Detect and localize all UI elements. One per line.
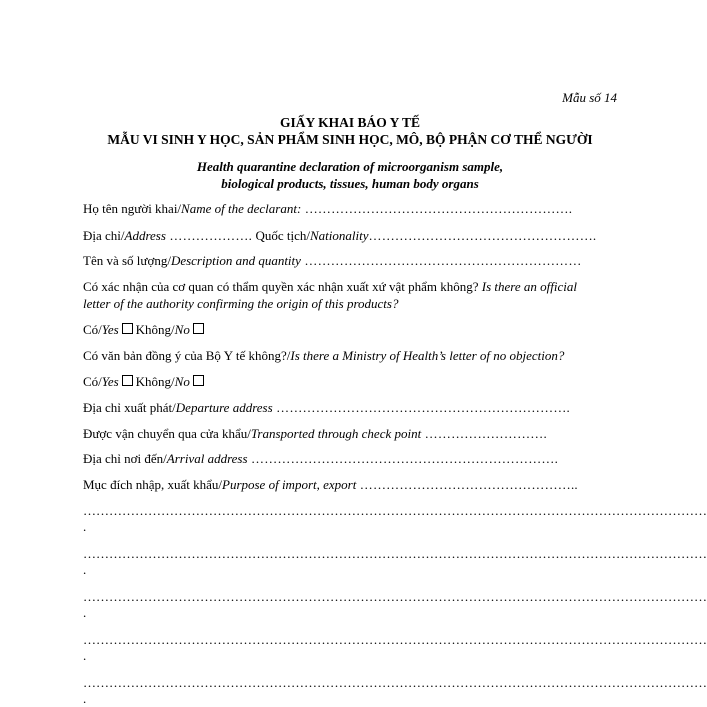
arrival-label-en: Arrival address xyxy=(166,451,248,466)
checkpoint-blank[interactable]: ………………………. xyxy=(421,426,547,441)
quantity-blank[interactable]: ……………………………………………………… xyxy=(300,253,582,268)
english-title-line-1: Health quarantine declaration of microorganism sample, xyxy=(196,159,504,174)
checkpoint-field[interactable] xyxy=(83,425,547,442)
moh-question xyxy=(83,347,564,364)
moh-answer xyxy=(83,373,207,390)
quantity-label-en: Description and quantity xyxy=(170,253,301,268)
moh-question-vi: Có văn bản đồng ý của Bộ Y tế không?/ xyxy=(83,348,291,363)
yes-checkbox[interactable] xyxy=(122,375,133,386)
declarant-label-vi: Họ tên người khai/ xyxy=(83,201,182,216)
purpose-label-en: Purpose of import, export xyxy=(222,477,357,492)
quantity-field[interactable] xyxy=(83,252,582,269)
blank-line-1[interactable]: ……………………………………………………………………………………………………………………………… xyxy=(83,503,707,518)
no-checkbox[interactable] xyxy=(193,375,204,386)
yes-label-vi: Có/ xyxy=(83,374,102,389)
no-label-vi: Không/ xyxy=(135,322,175,337)
purpose-field[interactable] xyxy=(83,476,578,493)
nationality-blank[interactable]: ……………………………………………. xyxy=(368,228,597,243)
yes-label-en: Yes xyxy=(101,374,119,389)
nationality-label-vi: Quốc tịch/ xyxy=(255,228,310,243)
document-title: GIẤY KHAI BÁO Y TẾ xyxy=(279,115,421,130)
address-blank[interactable]: ………………. xyxy=(165,228,256,243)
blank-line-3-end: . xyxy=(83,605,87,620)
english-title-line-2: biological products, tissues, human body organs xyxy=(221,176,479,191)
address-label-vi: Địa chỉ/ xyxy=(83,228,125,243)
departure-blank[interactable]: …………………………………………………………. xyxy=(272,400,570,415)
declarant-blank[interactable]: ……………………………………………………. xyxy=(301,201,573,216)
checkpoint-label-vi: Được vận chuyển qua cửa khẩu/ xyxy=(83,426,251,441)
purpose-blank[interactable]: ………………………………………….. xyxy=(356,477,578,492)
address-label-en: Address xyxy=(124,228,166,243)
moh-question-en: Is there a Ministry of Health’s letter of no objection? xyxy=(290,348,565,363)
blank-line-5-end: . xyxy=(83,691,87,706)
arrival-label-vi: Địa chỉ nơi đến/ xyxy=(83,451,167,466)
confirm-question xyxy=(83,278,577,295)
document-subtitle: MẪU VI SINH Y HỌC, SẢN PHẨM SINH HỌC, MÔ, BỘ PHẬN CƠ THỂ NGƯỜI xyxy=(107,132,593,147)
checkpoint-label-en: Transported through check point xyxy=(250,426,422,441)
no-label-en: No xyxy=(174,322,190,337)
departure-label-vi: Địa chỉ xuất phát/ xyxy=(83,400,176,415)
address-field[interactable] xyxy=(83,227,596,244)
blank-line-4-end: . xyxy=(83,648,87,663)
no-label-vi: Không/ xyxy=(135,374,175,389)
arrival-field[interactable] xyxy=(83,450,558,467)
declarant-field[interactable] xyxy=(83,200,572,217)
nationality-label-en: Nationality xyxy=(310,228,369,243)
yes-label-vi: Có/ xyxy=(83,322,102,337)
yes-label-en: Yes xyxy=(101,322,119,337)
confirm-question-cont xyxy=(83,295,398,312)
confirm-question-vi: Có xác nhận của cơ quan có thẩm quyền xác nhận xuất xứ vật phẩm không? xyxy=(83,279,482,294)
blank-line-3[interactable]: ……………………………………………………………………………………………………………………………… xyxy=(83,589,707,604)
no-checkbox[interactable] xyxy=(193,323,204,334)
blank-line-2-end: . xyxy=(83,562,87,577)
confirm-answer xyxy=(83,321,207,338)
no-label-en: No xyxy=(174,374,190,389)
declarant-label-en: Name of the declarant: xyxy=(181,201,302,216)
departure-field[interactable] xyxy=(83,399,570,416)
blank-line-4[interactable]: ……………………………………………………………………………………………………………………………… xyxy=(83,632,707,647)
arrival-blank[interactable]: ……………………………………………………………. xyxy=(247,451,559,466)
blank-line-5[interactable]: ……………………………………………………………………………………………………………………………… xyxy=(83,675,707,690)
quantity-label-vi: Tên và số lượng/ xyxy=(83,253,171,268)
departure-label-en: Departure address xyxy=(175,400,273,415)
blank-line-2[interactable]: ……………………………………………………………………………………………………………………………… xyxy=(83,546,707,561)
form-number: Mẫu số 14 xyxy=(562,90,617,105)
purpose-label-vi: Mục đích nhập, xuất khẩu/ xyxy=(83,477,222,492)
confirm-question-en: Is there an official xyxy=(481,279,577,294)
confirm-question-en-2: letter of the authority confirming the origin of this products? xyxy=(83,296,399,311)
blank-line-1-end: . xyxy=(83,519,87,534)
yes-checkbox[interactable] xyxy=(122,323,133,334)
